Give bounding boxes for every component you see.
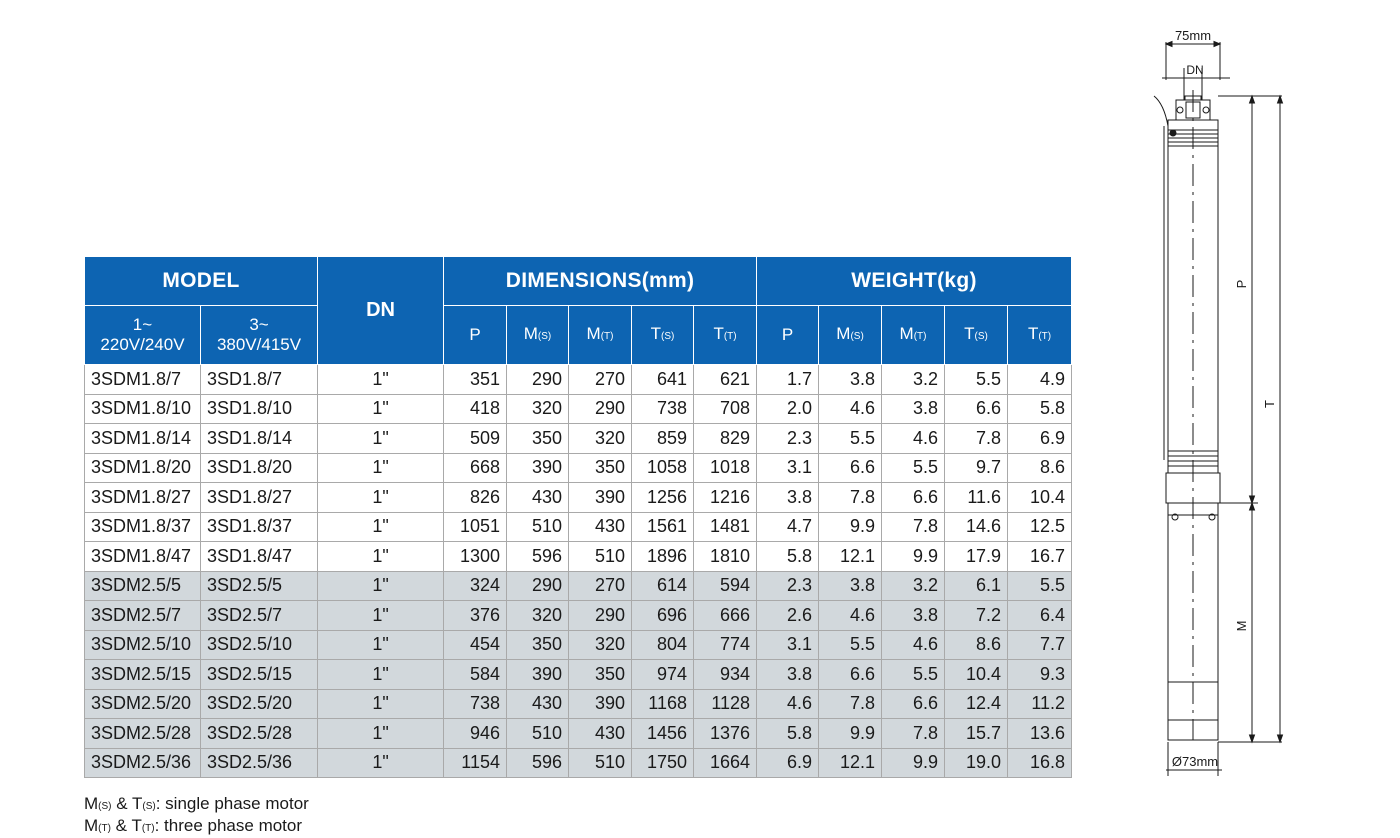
p-label: P	[1234, 279, 1249, 289]
table-cell: 9.9	[882, 542, 945, 572]
table-cell: 430	[507, 689, 569, 719]
table-cell: 1"	[318, 394, 444, 424]
table-cell: 11.6	[945, 483, 1008, 513]
table-cell: 1"	[318, 365, 444, 395]
table-cell: 324	[444, 571, 507, 601]
table-cell: 290	[569, 601, 632, 631]
table-cell: 774	[694, 630, 757, 660]
table-cell: 2.6	[757, 601, 819, 631]
table-cell: 12.5	[1008, 512, 1072, 542]
table-cell: 974	[632, 660, 694, 690]
table-cell: 10.4	[945, 660, 1008, 690]
table-cell: 5.8	[757, 542, 819, 572]
table-cell: 350	[507, 630, 569, 660]
weight-header: WEIGHT(kg)	[757, 257, 1072, 306]
table-cell: 3SDM2.5/20	[85, 689, 201, 719]
single-phase-header: 1~ 220V/240V	[85, 306, 201, 365]
table-cell: 6.6	[819, 660, 882, 690]
t-label: T	[1262, 400, 1277, 408]
table-cell: 430	[507, 483, 569, 513]
table-row	[85, 601, 1072, 631]
table-cell: 1"	[318, 748, 444, 778]
table-cell: 4.6	[819, 601, 882, 631]
dim-ms-header: M(S)	[507, 306, 569, 365]
table-cell: 668	[444, 453, 507, 483]
table-cell: 3SD2.5/36	[201, 748, 318, 778]
table-cell: 1664	[694, 748, 757, 778]
model-header: MODEL	[85, 257, 318, 306]
table-cell: 376	[444, 601, 507, 631]
table-cell: 5.5	[819, 630, 882, 660]
table-cell: 708	[694, 394, 757, 424]
table-row	[85, 483, 1072, 513]
table-cell: 1058	[632, 453, 694, 483]
table-cell: 2.3	[757, 424, 819, 454]
dim-p-header: P	[444, 306, 507, 365]
table-row	[85, 365, 1072, 395]
dn-label: DN	[1186, 63, 1204, 77]
table-row	[85, 748, 1072, 778]
table-cell: 19.0	[945, 748, 1008, 778]
table-cell: 9.9	[819, 512, 882, 542]
table-cell: 454	[444, 630, 507, 660]
table-cell: 1"	[318, 542, 444, 572]
table-cell: 3.1	[757, 453, 819, 483]
table-cell: 6.9	[757, 748, 819, 778]
table-cell: 1456	[632, 719, 694, 749]
table-cell: 1"	[318, 719, 444, 749]
table-cell: 4.6	[882, 424, 945, 454]
table-cell: 3SDM1.8/14	[85, 424, 201, 454]
table-cell: 12.1	[819, 542, 882, 572]
table-cell: 15.7	[945, 719, 1008, 749]
table-cell: 5.8	[757, 719, 819, 749]
table-cell: 3SDM2.5/28	[85, 719, 201, 749]
table-row	[85, 571, 1072, 601]
table-cell: 1128	[694, 689, 757, 719]
table-cell: 3SDM1.8/37	[85, 512, 201, 542]
table-cell: 16.7	[1008, 542, 1072, 572]
table-cell: 8.6	[945, 630, 1008, 660]
table-cell: 390	[507, 453, 569, 483]
wt-ms-header: M(S)	[819, 306, 882, 365]
table-cell: 1.7	[757, 365, 819, 395]
table-cell: 594	[694, 571, 757, 601]
wt-mt-header: M(T)	[882, 306, 945, 365]
table-cell: 3.8	[819, 571, 882, 601]
table-cell: 3SD1.8/14	[201, 424, 318, 454]
table-row	[85, 719, 1072, 749]
table-cell: 3SD1.8/10	[201, 394, 318, 424]
table-cell: 3SD2.5/5	[201, 571, 318, 601]
table-cell: 320	[507, 601, 569, 631]
table-cell: 3SD1.8/37	[201, 512, 318, 542]
table-cell: 9.9	[882, 748, 945, 778]
table-cell: 290	[507, 365, 569, 395]
table-cell: 3.8	[882, 394, 945, 424]
table-cell: 1810	[694, 542, 757, 572]
table-cell: 946	[444, 719, 507, 749]
table-row	[85, 512, 1072, 542]
table-cell: 320	[507, 394, 569, 424]
table-cell: 3SDM2.5/7	[85, 601, 201, 631]
table-cell: 7.8	[945, 424, 1008, 454]
table-cell: 3SD2.5/10	[201, 630, 318, 660]
table-cell: 826	[444, 483, 507, 513]
table-cell: 1051	[444, 512, 507, 542]
table-cell: 10.4	[1008, 483, 1072, 513]
diameter-label: Ø73mm	[1171, 754, 1219, 769]
table-cell: 4.6	[882, 630, 945, 660]
table-cell: 696	[632, 601, 694, 631]
table-cell: 3SDM2.5/5	[85, 571, 201, 601]
table-cell: 12.1	[819, 748, 882, 778]
table-cell: 320	[569, 630, 632, 660]
table-cell: 510	[507, 512, 569, 542]
table-cell: 1"	[318, 571, 444, 601]
wt-tt-header: T(T)	[1008, 306, 1072, 365]
table-cell: 1216	[694, 483, 757, 513]
table-cell: 934	[694, 660, 757, 690]
three-phase-header: 3~ 380V/415V	[201, 306, 318, 365]
table-cell: 350	[507, 424, 569, 454]
spec-table-body	[85, 365, 1072, 778]
table-cell: 3SD2.5/20	[201, 689, 318, 719]
table-cell: 1481	[694, 512, 757, 542]
dn-header: DN	[318, 257, 444, 365]
table-cell: 7.8	[819, 483, 882, 513]
table-row	[85, 453, 1072, 483]
dim-ts-header: T(S)	[632, 306, 694, 365]
table-cell: 3SD1.8/20	[201, 453, 318, 483]
table-cell: 2.0	[757, 394, 819, 424]
table-cell: 3.8	[757, 660, 819, 690]
table-cell: 418	[444, 394, 507, 424]
table-cell: 1561	[632, 512, 694, 542]
table-cell: 5.5	[882, 453, 945, 483]
table-cell: 390	[507, 660, 569, 690]
table-cell: 666	[694, 601, 757, 631]
table-row	[85, 689, 1072, 719]
legend-three-phase: M(T) & T(T): three phase motor	[84, 816, 303, 835]
table-cell: 1896	[632, 542, 694, 572]
table-cell: 509	[444, 424, 507, 454]
wt-p-header: P	[757, 306, 819, 365]
table-cell: 3SDM2.5/36	[85, 748, 201, 778]
table-cell: 5.5	[819, 424, 882, 454]
table-cell: 804	[632, 630, 694, 660]
table-cell: 6.6	[882, 483, 945, 513]
table-cell: 1"	[318, 660, 444, 690]
table-cell: 1018	[694, 453, 757, 483]
table-cell: 6.9	[1008, 424, 1072, 454]
table-cell: 5.5	[945, 365, 1008, 395]
table-cell: 16.8	[1008, 748, 1072, 778]
table-cell: 350	[569, 453, 632, 483]
table-cell: 390	[569, 689, 632, 719]
table-cell: 290	[507, 571, 569, 601]
table-cell: 2.3	[757, 571, 819, 601]
table-cell: 1"	[318, 512, 444, 542]
table-cell: 7.8	[882, 719, 945, 749]
table-row	[85, 660, 1072, 690]
table-cell: 3SD1.8/47	[201, 542, 318, 572]
table-cell: 3SDM1.8/7	[85, 365, 201, 395]
table-cell: 390	[569, 483, 632, 513]
table-cell: 621	[694, 365, 757, 395]
table-cell: 1300	[444, 542, 507, 572]
table-cell: 6.6	[819, 453, 882, 483]
dim-mt-header: M(T)	[569, 306, 632, 365]
table-cell: 1"	[318, 424, 444, 454]
table-cell: 5.8	[1008, 394, 1072, 424]
table-cell: 6.4	[1008, 601, 1072, 631]
table-cell: 7.8	[882, 512, 945, 542]
table-cell: 7.8	[819, 689, 882, 719]
table-cell: 7.7	[1008, 630, 1072, 660]
spec-table	[84, 256, 1072, 778]
pump-dimension-diagram	[1140, 20, 1300, 790]
table-cell: 14.6	[945, 512, 1008, 542]
table-row	[85, 394, 1072, 424]
table-row	[85, 542, 1072, 572]
table-cell: 17.9	[945, 542, 1008, 572]
table-cell: 3.2	[882, 571, 945, 601]
table-cell: 11.2	[1008, 689, 1072, 719]
table-cell: 1750	[632, 748, 694, 778]
table-cell: 4.6	[819, 394, 882, 424]
table-cell: 1256	[632, 483, 694, 513]
table-cell: 12.4	[945, 689, 1008, 719]
table-cell: 6.6	[945, 394, 1008, 424]
table-cell: 430	[569, 719, 632, 749]
dimensions-header: DIMENSIONS(mm)	[444, 257, 757, 306]
table-cell: 614	[632, 571, 694, 601]
legend-single-phase: M(S) & T(S): single phase motor	[84, 794, 309, 813]
table-cell: 3SDM2.5/10	[85, 630, 201, 660]
table-cell: 6.1	[945, 571, 1008, 601]
table-cell: 1376	[694, 719, 757, 749]
table-cell: 1"	[318, 453, 444, 483]
table-cell: 3.8	[819, 365, 882, 395]
table-cell: 13.6	[1008, 719, 1072, 749]
table-cell: 3.1	[757, 630, 819, 660]
table-cell: 3SD2.5/15	[201, 660, 318, 690]
table-cell: 1154	[444, 748, 507, 778]
table-cell: 3SDM2.5/15	[85, 660, 201, 690]
table-cell: 1"	[318, 630, 444, 660]
table-cell: 3SDM1.8/10	[85, 394, 201, 424]
table-cell: 4.9	[1008, 365, 1072, 395]
table-cell: 5.5	[1008, 571, 1072, 601]
table-cell: 7.2	[945, 601, 1008, 631]
table-cell: 510	[569, 542, 632, 572]
table-cell: 738	[444, 689, 507, 719]
table-cell: 6.6	[882, 689, 945, 719]
table-cell: 350	[569, 660, 632, 690]
table-cell: 3.2	[882, 365, 945, 395]
table-cell: 290	[569, 394, 632, 424]
table-cell: 351	[444, 365, 507, 395]
table-cell: 3SD1.8/7	[201, 365, 318, 395]
table-row	[85, 424, 1072, 454]
table-cell: 3SD2.5/28	[201, 719, 318, 749]
table-cell: 738	[632, 394, 694, 424]
table-cell: 3SDM1.8/47	[85, 542, 201, 572]
table-cell: 510	[569, 748, 632, 778]
table-cell: 4.7	[757, 512, 819, 542]
table-row	[85, 630, 1072, 660]
table-cell: 270	[569, 365, 632, 395]
legend	[84, 794, 309, 838]
table-cell: 9.3	[1008, 660, 1072, 690]
table-cell: 596	[507, 542, 569, 572]
table-cell: 3SD1.8/27	[201, 483, 318, 513]
table-cell: 1168	[632, 689, 694, 719]
table-cell: 9.9	[819, 719, 882, 749]
table-cell: 3SDM1.8/27	[85, 483, 201, 513]
table-cell: 8.6	[1008, 453, 1072, 483]
table-cell: 1"	[318, 483, 444, 513]
wt-ts-header: T(S)	[945, 306, 1008, 365]
table-cell: 320	[569, 424, 632, 454]
table-cell: 829	[694, 424, 757, 454]
table-cell: 3SD2.5/7	[201, 601, 318, 631]
table-cell: 859	[632, 424, 694, 454]
table-cell: 1"	[318, 601, 444, 631]
dim-tt-header: T(T)	[694, 306, 757, 365]
table-cell: 4.6	[757, 689, 819, 719]
table-cell: 3SDM1.8/20	[85, 453, 201, 483]
table-cell: 3.8	[757, 483, 819, 513]
table-cell: 641	[632, 365, 694, 395]
table-cell: 9.7	[945, 453, 1008, 483]
table-cell: 270	[569, 571, 632, 601]
table-cell: 596	[507, 748, 569, 778]
table-cell: 1"	[318, 689, 444, 719]
table-cell: 584	[444, 660, 507, 690]
table-cell: 5.5	[882, 660, 945, 690]
width-label: 75mm	[1174, 28, 1212, 43]
m-label: M	[1234, 620, 1249, 632]
table-cell: 510	[507, 719, 569, 749]
table-cell: 3.8	[882, 601, 945, 631]
table-cell: 430	[569, 512, 632, 542]
